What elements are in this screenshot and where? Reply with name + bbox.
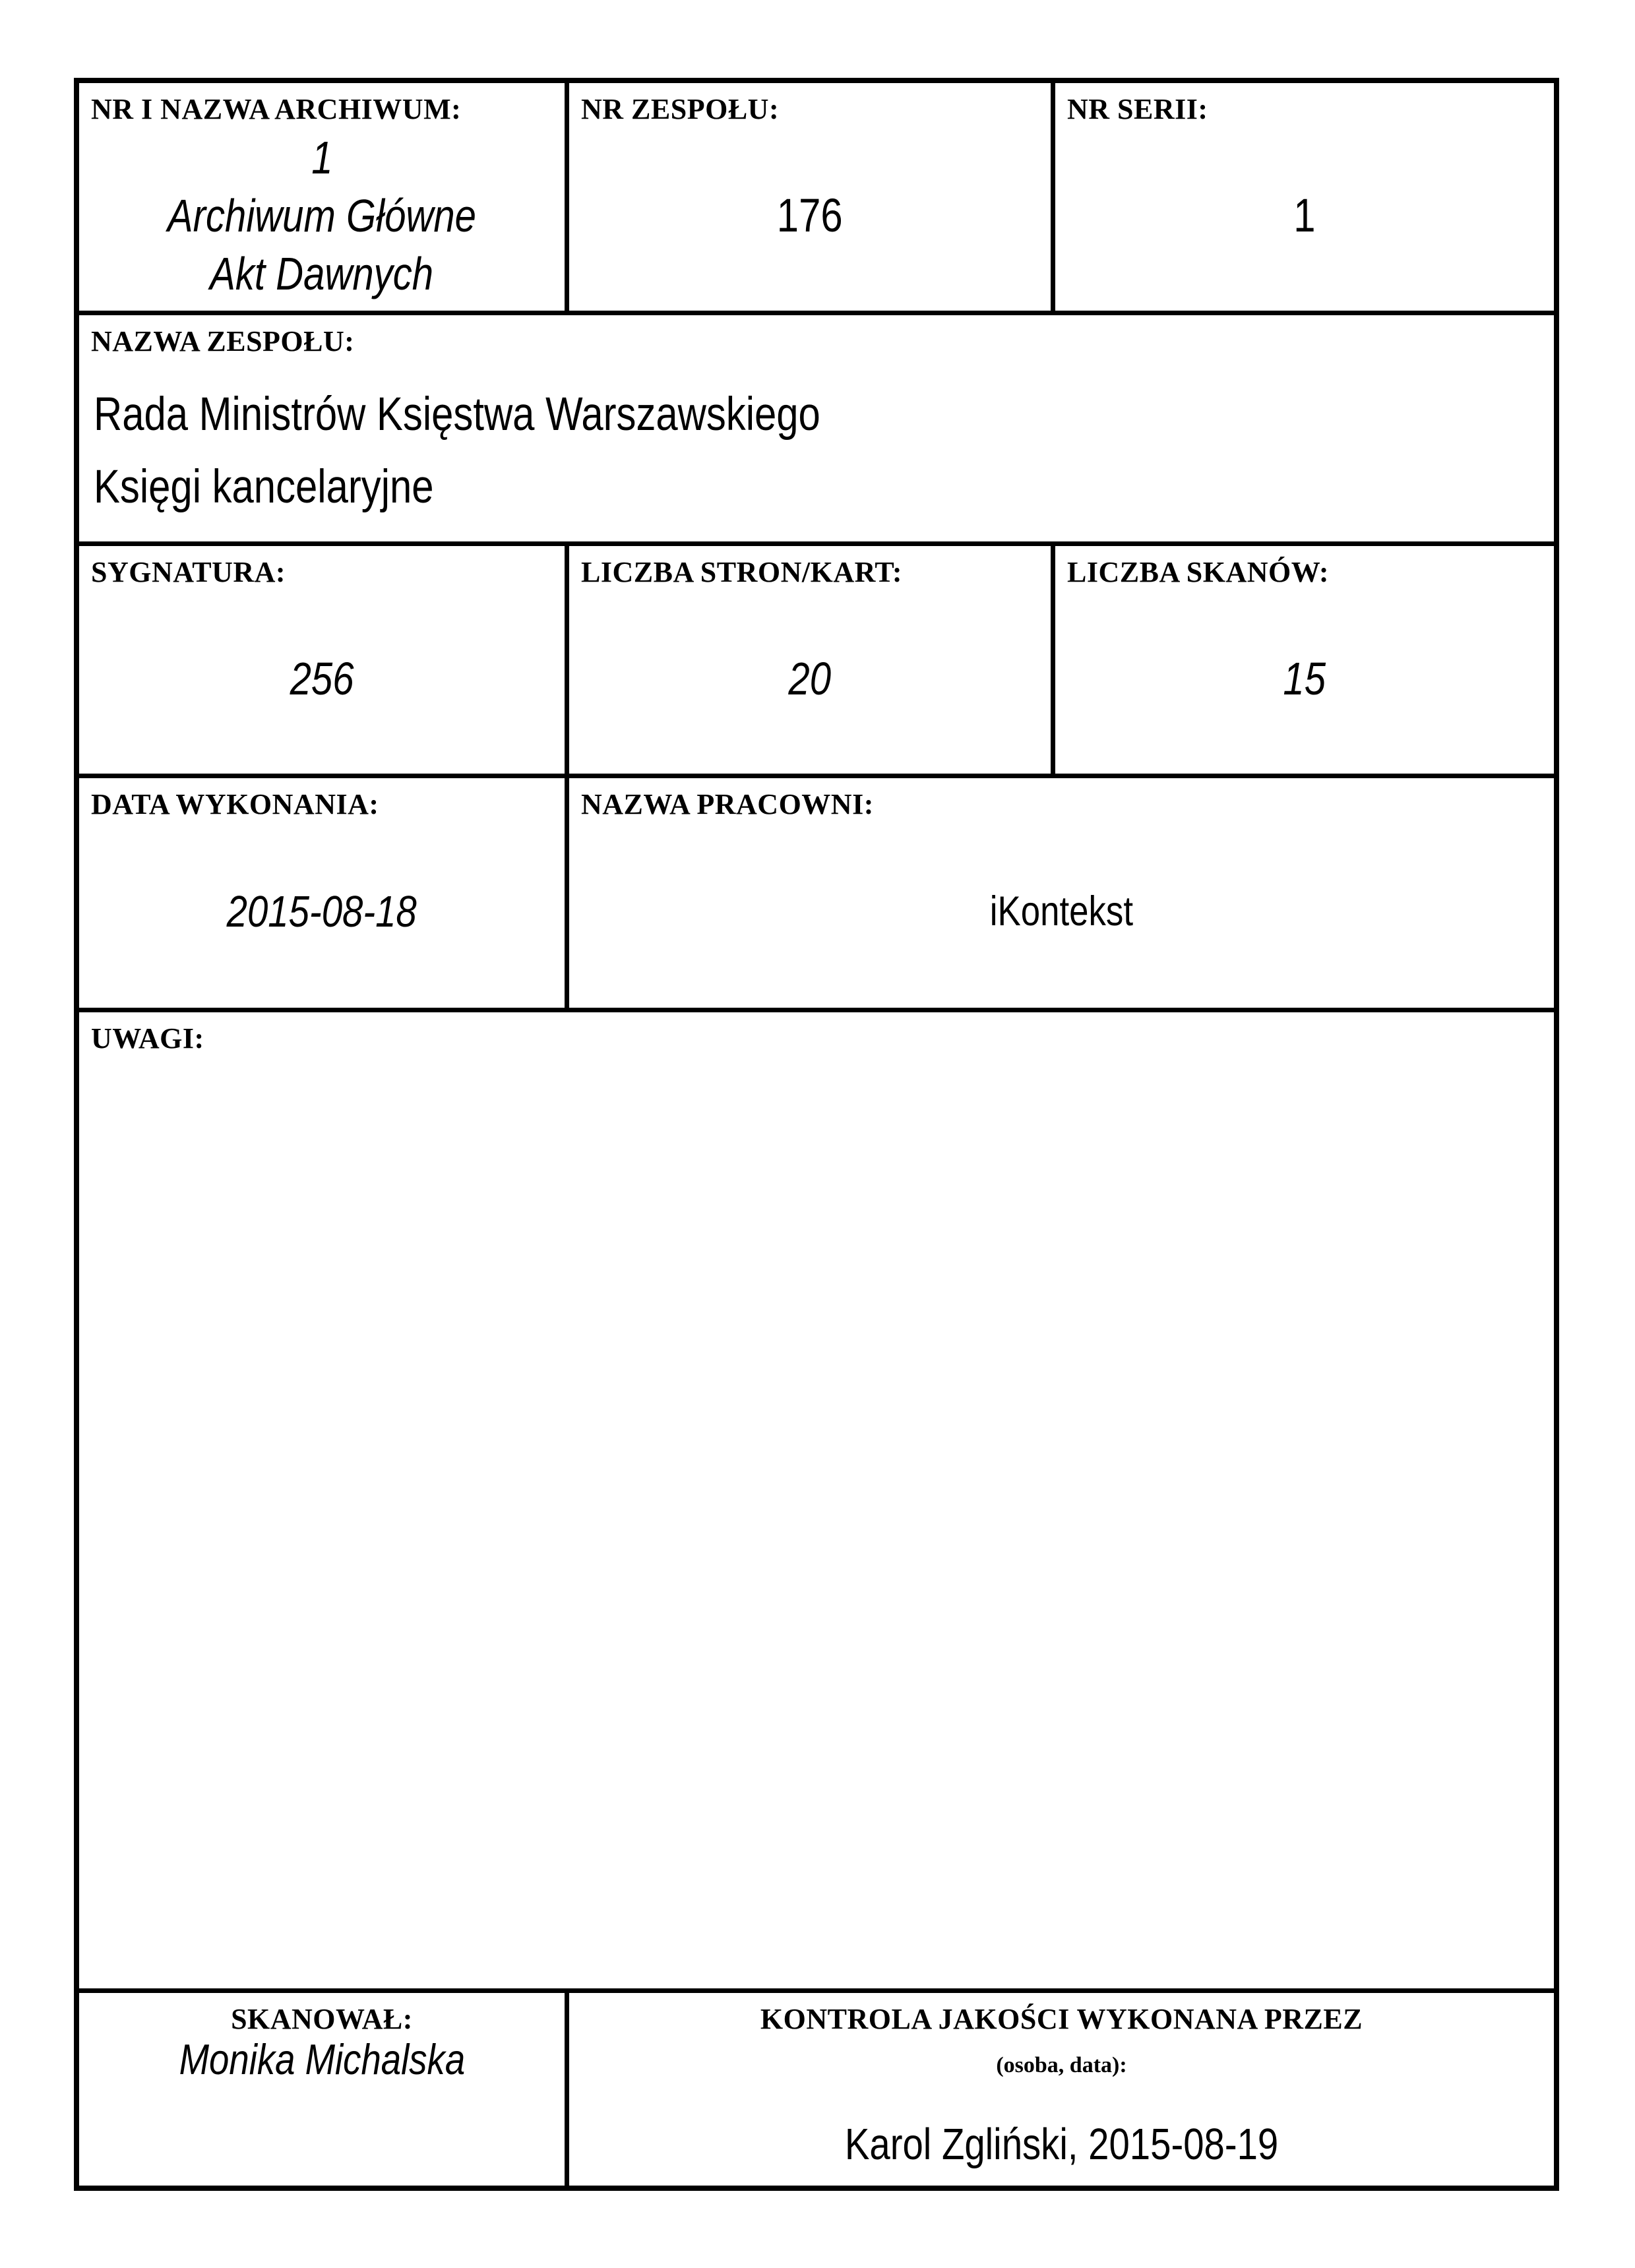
cell-signature	[79, 546, 569, 778]
fonds-name-label: NAZWA ZESPOŁU:	[91, 325, 355, 357]
fonds-name-line1: Rada Ministrów Księstwa Warszawskiego	[94, 387, 820, 441]
cell-quality-control	[569, 1993, 1554, 2186]
series-number-label: NR SERII:	[1067, 93, 1208, 125]
scan-date-value: 2015-08-18	[226, 886, 417, 937]
scanned-by-label: SKANOWAŁ:	[231, 2003, 413, 2035]
fonds-number-label: NR ZESPOŁU:	[581, 93, 780, 125]
archive-name-line2: Akt Dawnych	[210, 248, 434, 299]
page-count-value: 20	[788, 653, 832, 704]
signature-label: SYGNATURA:	[91, 556, 286, 588]
scanned-by-value: Monika Michalska	[179, 2036, 465, 2084]
archive-number-value: 1	[311, 132, 333, 183]
remarks-value-block	[91, 1057, 1542, 1982]
cell-fonds-name	[79, 315, 1554, 546]
quality-control-label: KONTROLA JAKOŚCI WYKONANA PRZEZ	[760, 2003, 1363, 2035]
scan-count-value-block	[1067, 590, 1542, 767]
archive-form-table	[74, 78, 1559, 2191]
cell-studio	[569, 778, 1554, 1012]
cell-remarks	[79, 1012, 1554, 1993]
quality-control-value: Karol Zgliński, 2015-08-19	[844, 2119, 1279, 2169]
archive-label: NR I NAZWA ARCHIWUM:	[91, 93, 462, 125]
signature-value: 256	[290, 653, 354, 704]
cell-series-number	[1055, 83, 1554, 315]
scan-count-value: 15	[1283, 653, 1326, 704]
fonds-number-value: 176	[777, 189, 843, 242]
series-number-value-block	[1067, 127, 1542, 304]
fonds-name-line2: Księgi kancelaryjne	[94, 460, 434, 513]
page-count-value-block	[581, 590, 1039, 767]
fonds-name-value-block	[94, 378, 1542, 523]
studio-label: NAZWA PRACOWNI:	[581, 788, 874, 820]
studio-value-block	[581, 822, 1542, 1001]
remarks-label: UWAGI:	[91, 1022, 204, 1055]
fonds-number-value-block	[581, 127, 1039, 304]
cell-archive	[79, 83, 569, 315]
scan-date-label: DATA WYKONANIA:	[91, 788, 379, 820]
cell-scan-date	[79, 778, 569, 1012]
cell-scanned-by	[79, 1993, 569, 2186]
studio-value: iKontekst	[989, 888, 1134, 935]
scan-date-value-block	[91, 822, 553, 1001]
signature-value-block	[91, 590, 553, 767]
quality-control-sublabel: (osoba, data):	[996, 2052, 1127, 2077]
scan-count-label: LICZBA SKANÓW:	[1067, 556, 1329, 588]
page-count-label: LICZBA STRON/KART:	[581, 556, 903, 588]
cell-scan-count	[1055, 546, 1554, 778]
archive-value-block	[91, 127, 553, 304]
series-number-value: 1	[1293, 189, 1316, 242]
cell-fonds-number	[569, 83, 1055, 315]
cell-page-count	[569, 546, 1055, 778]
archive-name-line1: Archiwum Główne	[167, 190, 477, 241]
